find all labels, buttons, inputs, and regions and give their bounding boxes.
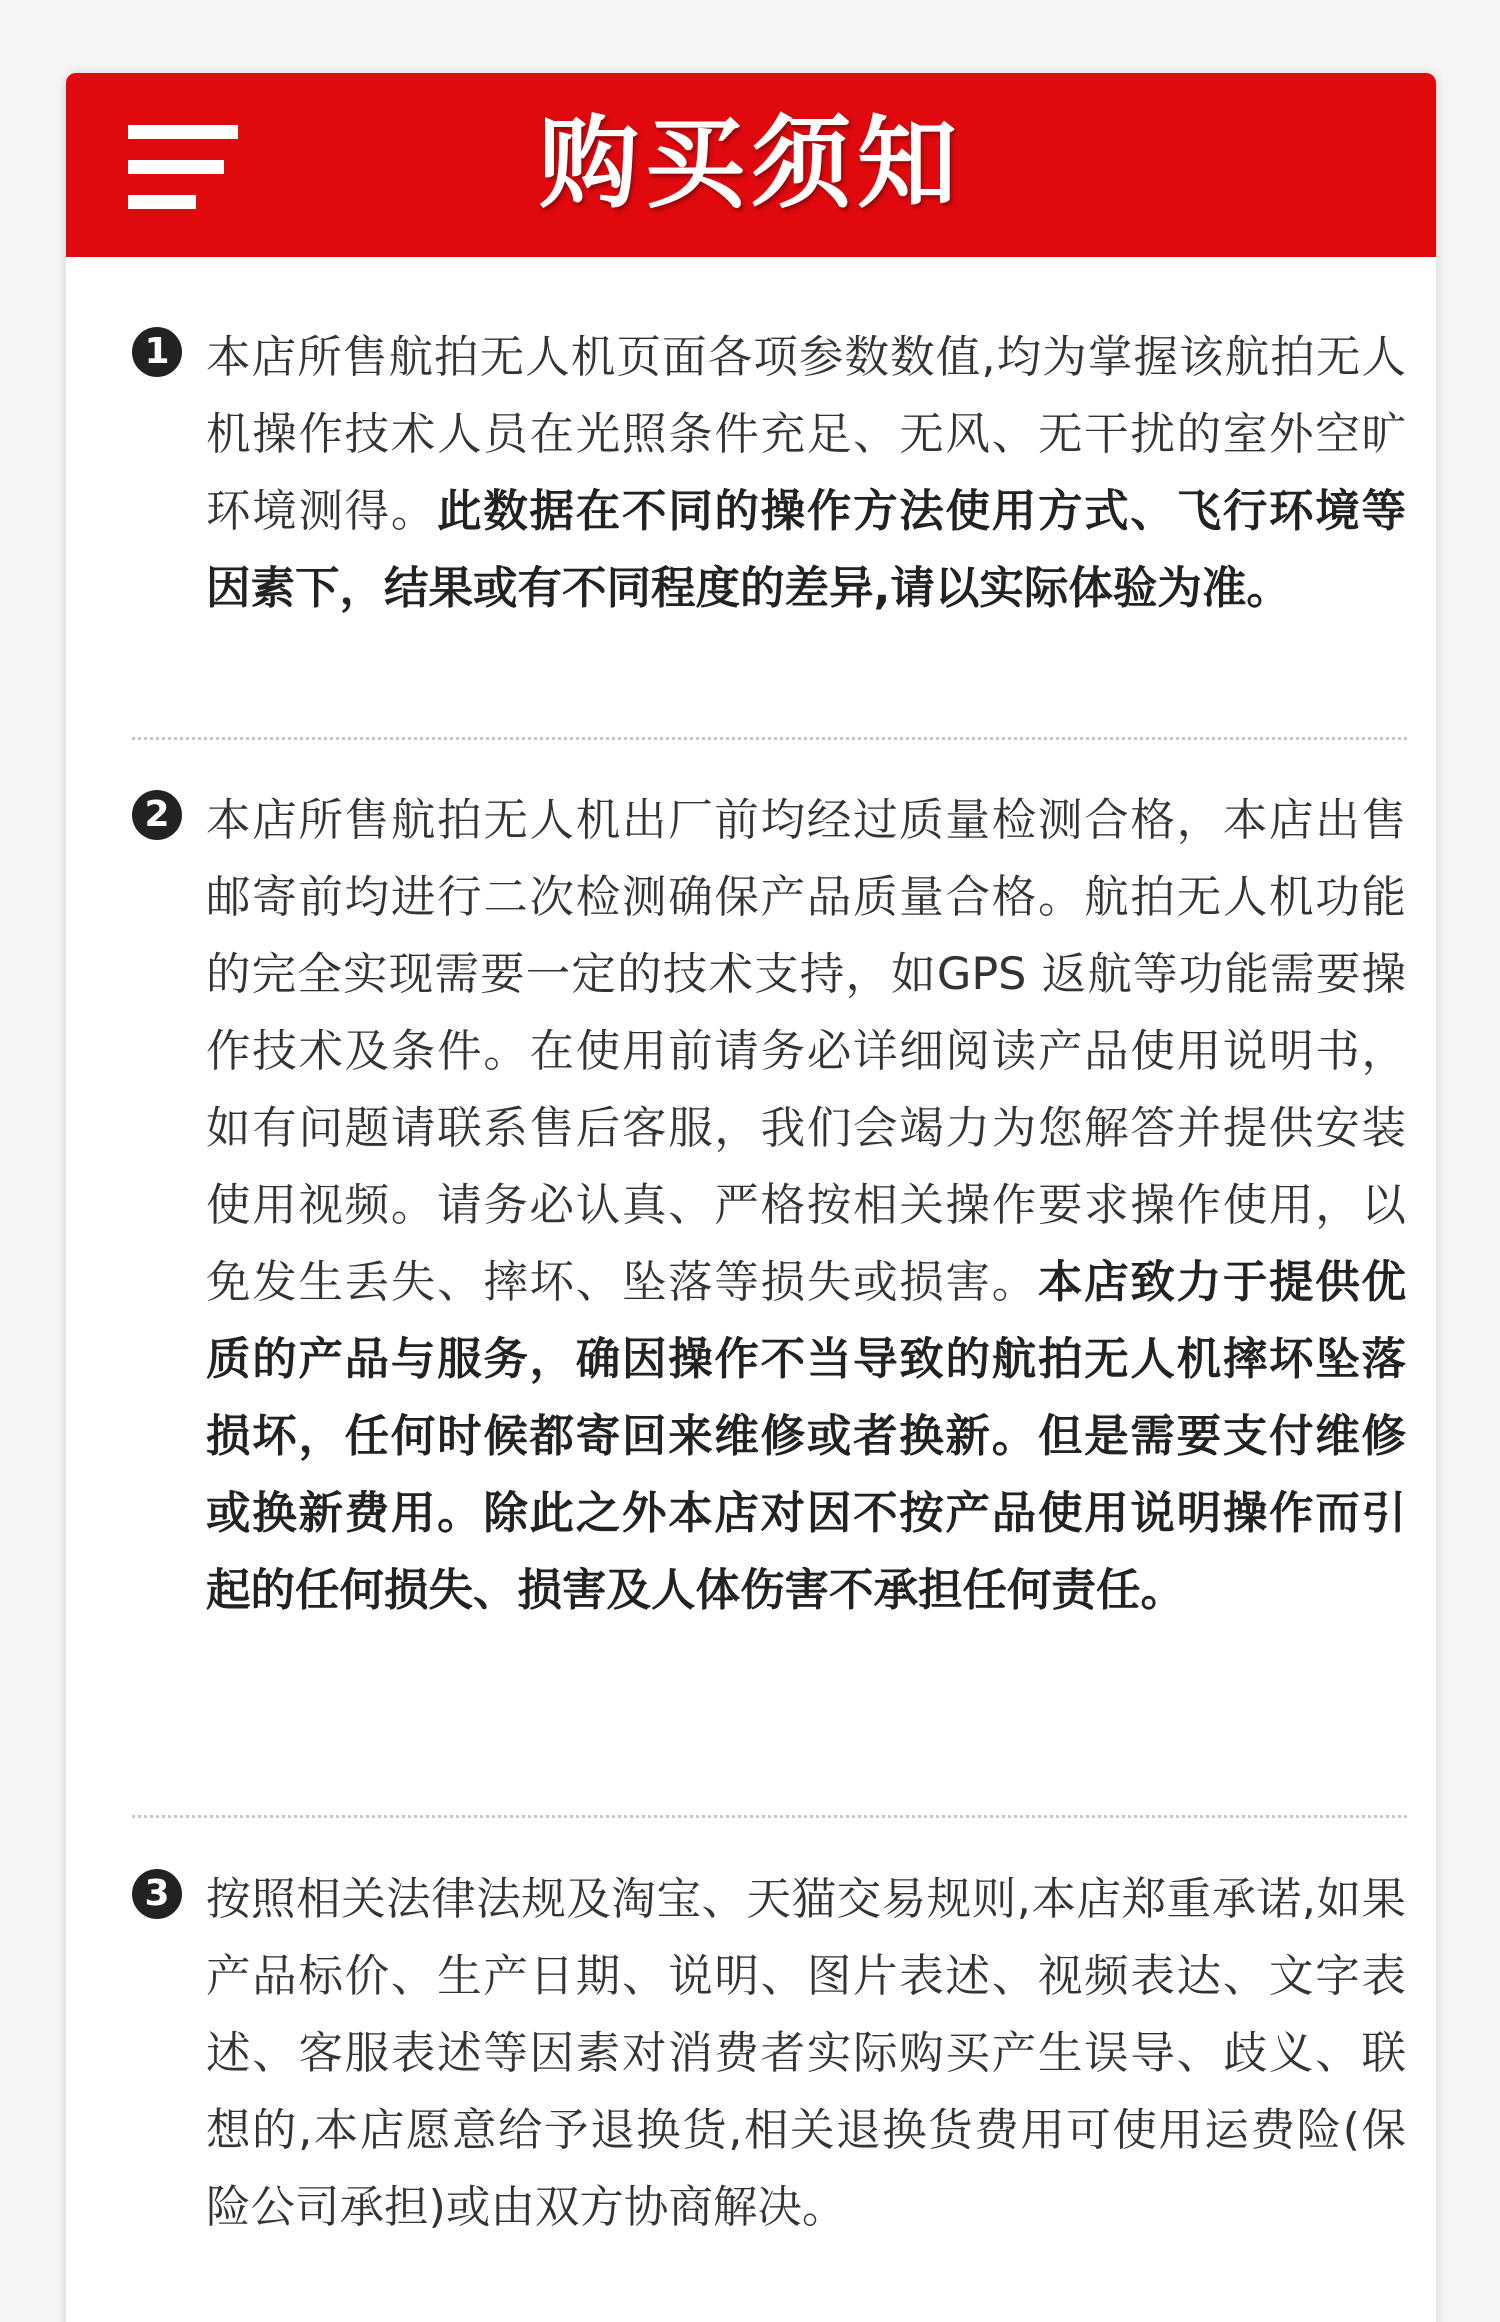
notice-body: 本店所售航拍无人机出厂前均经过质量检测合格，本店出售邮寄前均进行二次检测确保产品质量合格。航拍无人机功能的完全实现需要一定的技术支持，如GPS 返航等功能需要操作技术及条件。在使用前请务必详细阅读产品使用说明书，如有问题请联系售后客服，我们会竭力为您解答并提供安装使用视频。请务必认真、严格按相关操作要求操作使用，以免发生丢失、摔坏、坠落等损失或损害。: [206, 795, 1406, 1308]
number-badge: 3: [132, 1869, 182, 1919]
notice-text: [206, 1861, 1406, 2246]
dotted-divider: [132, 1815, 1407, 1818]
notice-bold-text: 本店致力于提供优质的产品与服务，确因操作不当导致的航拍无人机摔坏坠落损坏，任何时候都寄回来维修或者换新。但是需要支付维修或换新费用。除此之外本店对因不按产品使用说明操作而引起的任何损失、损害及人体伤害不承担任何责任。: [206, 1257, 1406, 1616]
notice-body: 按照相关法律法规及淘宝、天猫交易规则,本店郑重承诺,如果产品标价、生产日期、说明、图片表述、视频表达、文字表述、客服表述等因素对消费者实际购买产生误导、歧义、联想的,本店愿意给予退换货,相关退换货费用可使用运费险(保险公司承担)或由双方协商解决。: [206, 1874, 1406, 2233]
dotted-divider: [132, 737, 1407, 740]
purchase-notice-card: [66, 73, 1436, 2322]
number-badge: 1: [132, 327, 182, 377]
notice-body: 本店所售航拍无人机页面各项参数数值,均为掌握该航拍无人机操作技术人员在光照条件充足、无风、无干扰的室外空旷环境测得。: [206, 332, 1406, 537]
page-title: 购买须知: [539, 105, 963, 222]
number-badge: 2: [132, 790, 182, 840]
notice-text: [206, 782, 1406, 1629]
header-bar: [66, 73, 1436, 257]
notice-text: [206, 319, 1406, 627]
notice-bold-text: 此数据在不同的操作方法使用方式、飞行环境等因素下，结果或有不同程度的差异,请以实际体验为准。: [206, 486, 1406, 614]
